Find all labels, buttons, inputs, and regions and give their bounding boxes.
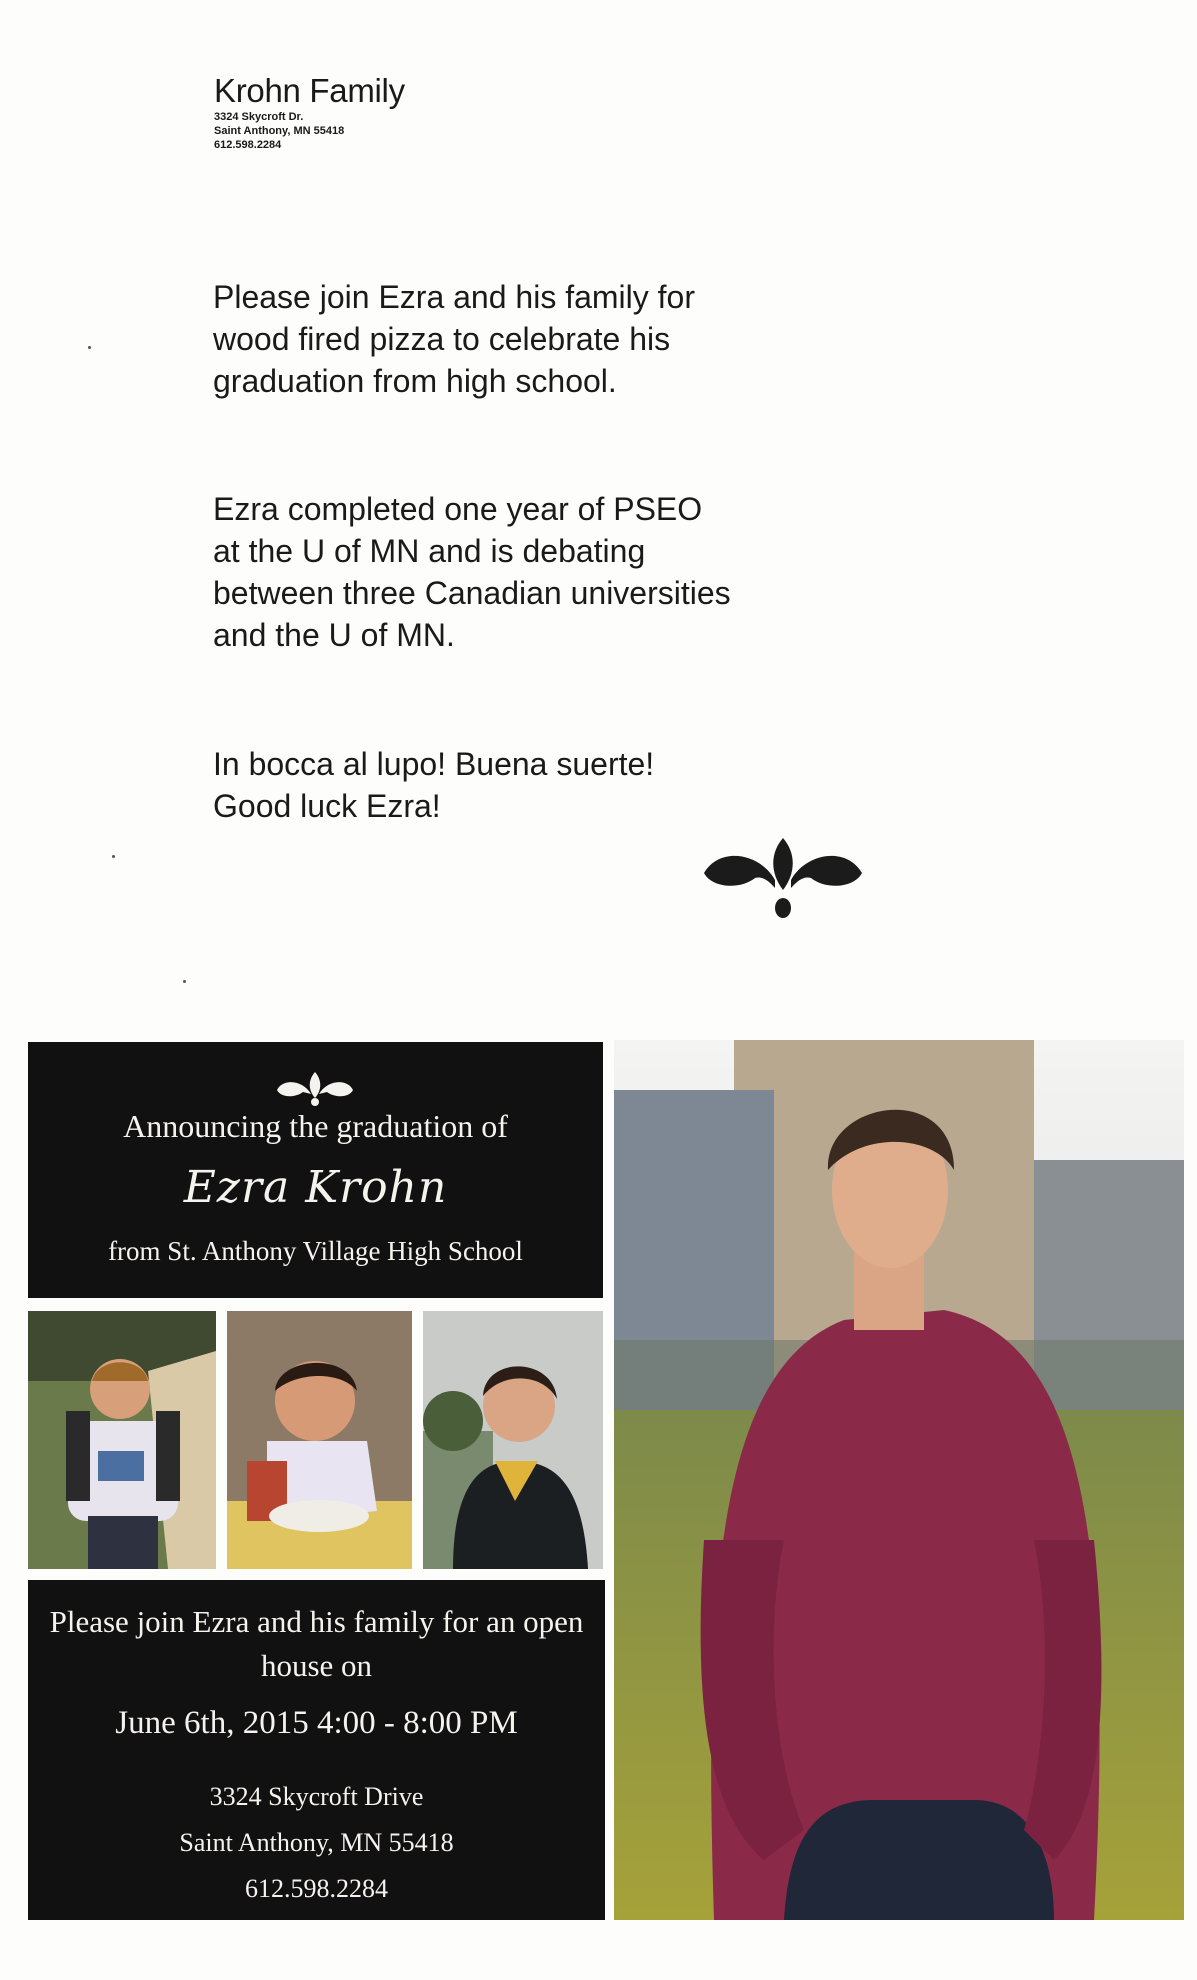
announcement-heading: Announcing the graduation of bbox=[123, 1108, 508, 1144]
letter-paragraph-2: Ezra completed one year of PSEO at the U of MN and is debating between three Canadian universities and the U of MN. bbox=[213, 491, 731, 653]
letterhead-phone: 612.598.2284 bbox=[214, 139, 282, 151]
letter-paragraph-1: Please join Ezra and his family for wood fired pizza to celebrate his graduation from high school. bbox=[213, 279, 695, 399]
letterhead-street: 3324 Skycroft Dr. bbox=[214, 111, 304, 123]
event-date-time: June 6th, 2015 4:00 - 8:00 PM bbox=[115, 1705, 518, 1741]
baby-photo bbox=[227, 1311, 412, 1569]
speck bbox=[183, 980, 186, 983]
senior-portrait bbox=[614, 1040, 1184, 1920]
speck bbox=[88, 346, 91, 349]
teen-photo bbox=[423, 1311, 603, 1569]
event-address bbox=[28, 1774, 605, 1912]
invitation-text: Please join Ezra and his family for an open house on bbox=[49, 1604, 584, 1683]
announcement-panel bbox=[28, 1042, 603, 1298]
school-name: from St. Anthony Village High School bbox=[108, 1236, 523, 1266]
fleur-icon bbox=[275, 1070, 355, 1106]
event-city: Saint Anthony, MN 55418 bbox=[179, 1828, 454, 1857]
fleur-ornament-icon bbox=[700, 828, 866, 918]
event-phone: 612.598.2284 bbox=[245, 1874, 388, 1903]
graduate-name: Ezra Krohn bbox=[183, 1162, 448, 1213]
childhood-photo-backpack bbox=[28, 1311, 216, 1569]
event-street: 3324 Skycroft Drive bbox=[209, 1782, 424, 1811]
speck bbox=[112, 855, 115, 858]
invitation-panel bbox=[28, 1580, 605, 1920]
family-name: Krohn Family bbox=[214, 72, 405, 109]
letter-paragraph-3: In bocca al lupo! Buena suerte! Good luck Ezra! bbox=[213, 746, 655, 824]
letterhead-city: Saint Anthony, MN 55418 bbox=[214, 125, 345, 137]
letterhead bbox=[214, 72, 405, 152]
